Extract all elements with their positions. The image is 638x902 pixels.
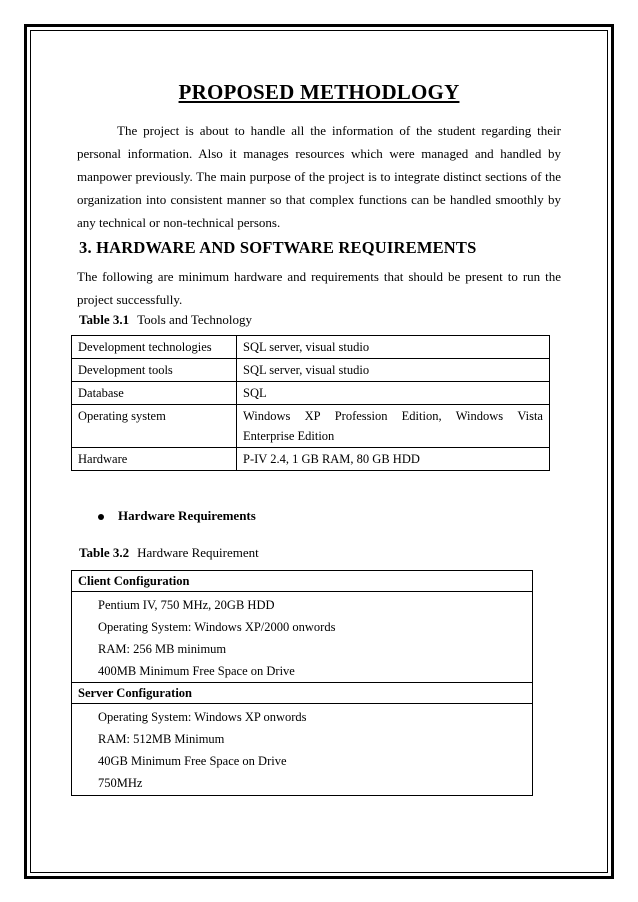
table32-caption-text: Hardware Requirement — [137, 545, 259, 560]
table-cell-value: SQL — [237, 382, 550, 405]
table-row — [72, 382, 550, 405]
os-value-line1 — [243, 406, 543, 426]
tools-technology-table — [71, 335, 550, 471]
list-item: RAM: 256 MB minimum — [98, 642, 227, 656]
section-heading: 3. HARDWARE AND SOFTWARE REQUIREMENTS — [79, 238, 477, 257]
os-word: Profession — [334, 409, 388, 423]
table-cell-key: Development technologies — [72, 336, 237, 359]
hardware-requirement-table — [71, 570, 533, 796]
intro-paragraph: The project is about to handle all the information of the student regarding their personal information. Also it manages resources which were managed and handled by manpower previously. The main purpose of the project is to integrate distinct sections of the organization into consistent manner so that complex functions can be handled smoothly by any technical or non-technical persons. — [77, 123, 561, 230]
list-item: Pentium IV, 750 MHz, 20GB HDD — [98, 598, 275, 612]
section-paragraph: The following are minimum hardware and requirements that should be present to run the project successfully. — [77, 269, 561, 307]
list-item: 40GB Minimum Free Space on Drive — [98, 754, 287, 768]
table32-caption — [79, 545, 259, 561]
table-row — [72, 405, 550, 448]
client-config-group — [72, 591, 532, 682]
table-cell-key: Development tools — [72, 359, 237, 382]
bullet-dot-icon — [98, 514, 104, 520]
list-item: 750MHz — [98, 776, 143, 790]
list-item: Operating System: Windows XP onwords — [98, 710, 307, 724]
table32-caption-label: Table 3.2 — [79, 545, 130, 560]
table-cell-key: Operating system — [72, 405, 237, 448]
page-title: PROPOSED METHODLOGY — [178, 80, 460, 104]
bullet-item — [98, 508, 256, 524]
table-cell-key: Database — [72, 382, 237, 405]
list-item: RAM: 512MB Minimum — [98, 732, 225, 746]
os-word: Windows — [455, 409, 504, 423]
server-config-header: Server Configuration — [72, 682, 532, 703]
table31-caption-label: Table 3.1 — [79, 312, 130, 327]
os-word: Vista — [517, 409, 543, 423]
table-row — [72, 448, 550, 471]
os-word: XP — [304, 409, 321, 423]
client-config-header: Client Configuration — [78, 574, 190, 588]
table-cell-value: SQL server, visual studio — [237, 336, 550, 359]
server-config-group — [72, 703, 532, 794]
list-item: 400MB Minimum Free Space on Drive — [98, 664, 295, 678]
table-row — [72, 359, 550, 382]
os-word: Edition, — [401, 409, 442, 423]
table-cell-value: P-IV 2.4, 1 GB RAM, 80 GB HDD — [237, 448, 550, 471]
table-cell-value — [237, 405, 550, 448]
list-item: Operating System: Windows XP/2000 onwords — [98, 620, 336, 634]
bullet-text: Hardware Requirements — [118, 508, 256, 523]
os-value-line2: Enterprise Edition — [243, 429, 335, 443]
table31-caption-text: Tools and Technology — [137, 312, 253, 327]
table-row — [72, 336, 550, 359]
table-cell-key: Hardware — [72, 448, 237, 471]
table-cell-value: SQL server, visual studio — [237, 359, 550, 382]
os-word: Windows — [243, 409, 291, 423]
table31-caption — [79, 312, 252, 328]
